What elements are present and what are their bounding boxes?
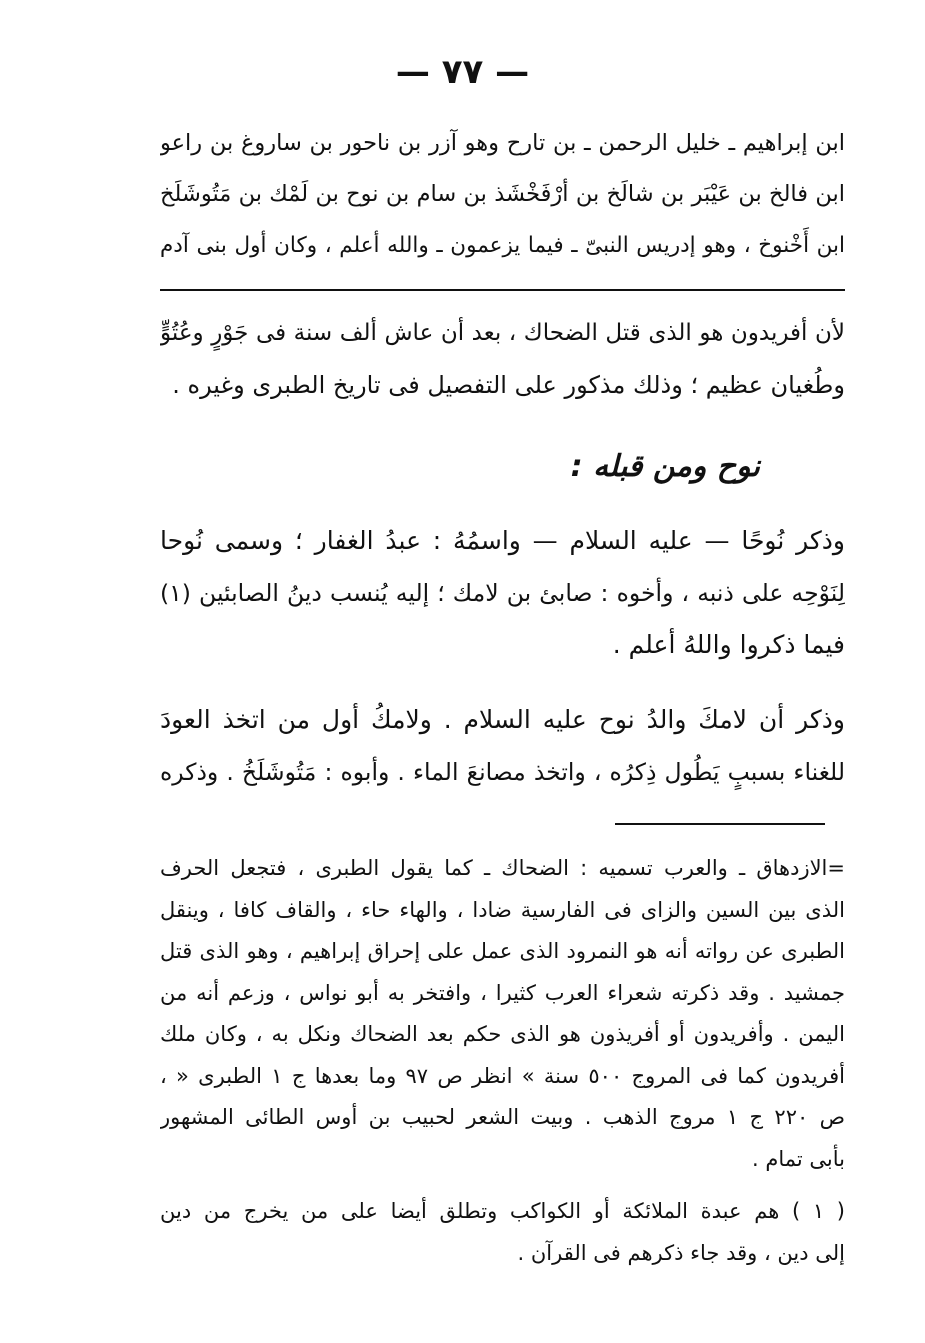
- section-divider: [160, 289, 845, 291]
- text-line: وذكر أن لامكَ والدُ نوح عليه السلام . ولامكُ أول من اتخذ العودَ: [160, 705, 845, 734]
- footnote-line: =الازدهاق ـ والعرب تسميه : الضحاك ـ كما يقول الطبرى ، فتجعل الحرف: [160, 856, 845, 880]
- footnote-line: ص ٢٢٠ ج ١ مروج الذهب . وبيت الشعر لحبيب بن أوس الطائى المشهور: [160, 1105, 845, 1129]
- section-heading: نوح ومن قبله :: [570, 449, 760, 484]
- footnote-line: الذى بين السين والزاى فى الفارسية ضادا ، والهاء حاء ، والقاف كافا ، وينقل: [160, 897, 845, 922]
- paragraph-lamech: [160, 694, 845, 798]
- footnote-continued: [160, 848, 845, 1180]
- footnote-line: جمشيد . وقد ذكرته شعراء العرب كثيرا ، وافتخر به أبو نواس ، وزعم أنه من: [160, 980, 845, 1005]
- text-line: لأن أفريدون هو الذى قتل الضحاك ، بعد أن عاش ألف سنة فى جَوْرٍ وعُتُوٍّ: [160, 320, 845, 346]
- text-line: للغناء بسببٍ يَطُول ذِكرُه ، واتخذ مصانعَ الماء . وأبوه : مَتُوشَلَخُ . وذكره: [160, 758, 845, 786]
- text-line: فيما ذكروا واللهُ أعلم .: [612, 630, 845, 659]
- text-line: ابن فالخ بن عَيْبَر بن شالَخ بن أرْفَخْشَذ بن سام بن نوح بن لَمْك بن مَتُوشَلَخ: [160, 181, 845, 207]
- page-number: — ٧٧ —: [395, 52, 530, 92]
- footnote-line: بأبى تمام .: [751, 1146, 845, 1171]
- paragraph-noah: [160, 515, 845, 671]
- text-line: لِنَوْحِه على ذنبه ، وأخوه : صابئ بن لامك ؛ إليه يُنسب دينُ الصابئين (١): [160, 579, 845, 607]
- footnote-line: الطبرى عن رواته أنه هو النمرود الذى عمل على إحراق إبراهيم ، وهو الذى قتل: [160, 939, 845, 963]
- footnote-1: [160, 1190, 845, 1274]
- text-line: ابن أَخْنوخ ، وهو إدريس النبىّ ـ فيما يزعمون ـ والله أعلم ، وكان أول بنى آدم: [160, 233, 845, 258]
- text-line: وذكر نُوحًا — عليه السلام — واسمُهُ : عبدُ الغفار ؛ وسمى نُوحا: [160, 526, 845, 555]
- footnote-line: أفريدون كما فى المروج ٥٠٠ سنة » انظر ص ٩٧ وما بعدها ج ١ الطبرى « ،: [160, 1063, 845, 1088]
- footnote-line: ( ١ ) هم عبدة الملائكة أو الكواكب وتطلق أيضا على من يخرج من دين: [160, 1199, 845, 1223]
- footnote-line: إلى دين ، وقد جاء ذكرهم فى القرآن .: [517, 1241, 845, 1265]
- continued-note: [160, 307, 845, 411]
- text-line: وطُغيان عظيم ؛ وذلك مذكور على التفصيل فى تاريخ الطبرى وغيره .: [172, 371, 845, 399]
- main-text-top: [160, 118, 845, 271]
- footnote-divider: [615, 823, 825, 825]
- footnote-line: اليمن . وأفريدون أو أفريذون هو الذى حكم بعد الضحاك ونكل به ، وكان ملك: [160, 1022, 845, 1046]
- text-line: ابن إبراهيم ـ خليل الرحمن ـ بن تارح وهو آزر بن ناحور بن ساروغ بن راعو: [160, 130, 845, 156]
